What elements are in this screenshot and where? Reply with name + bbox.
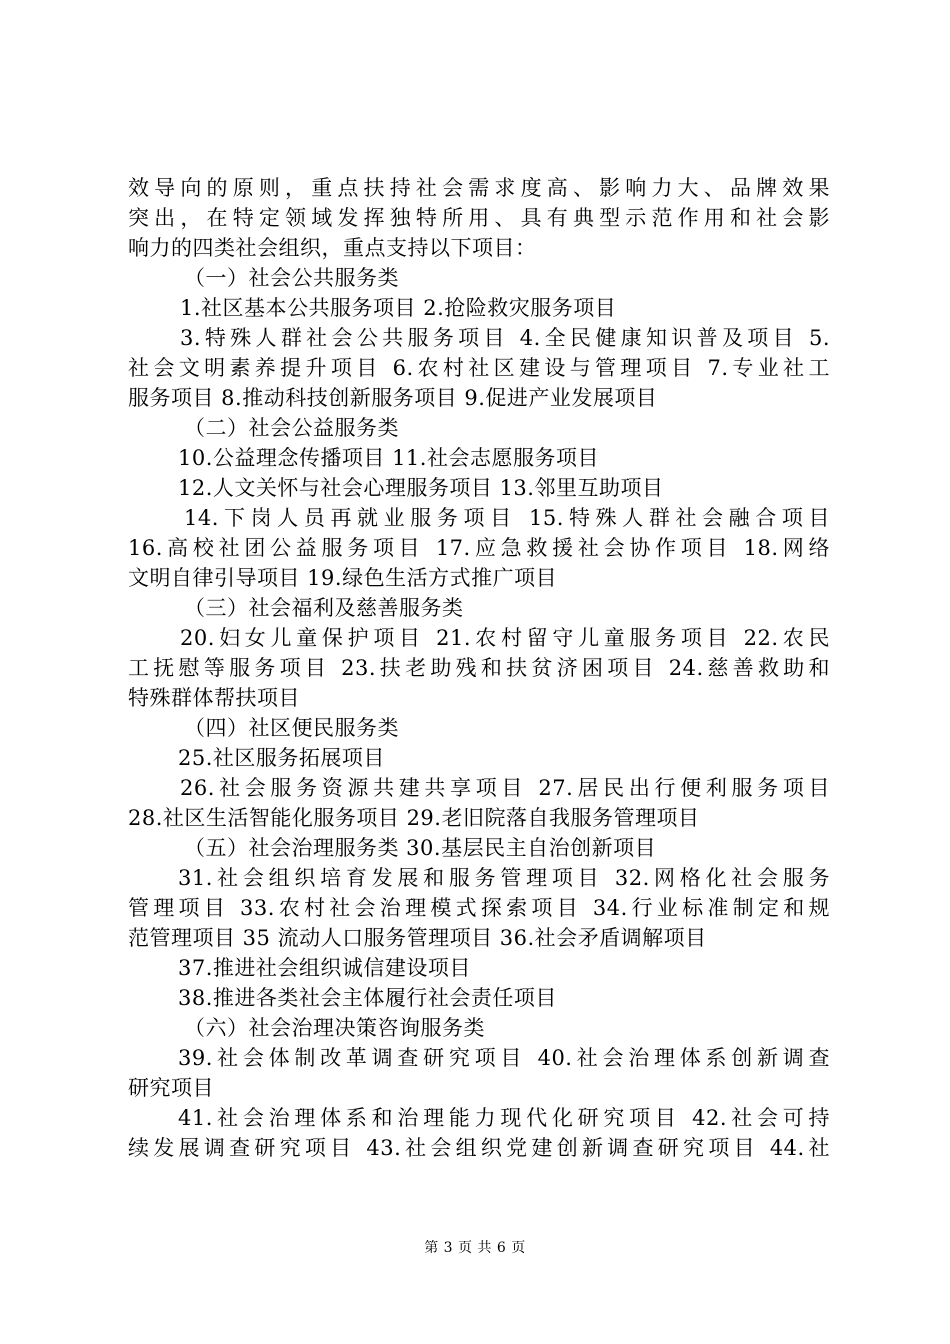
text-line: 26.社会服务资源共建共享项目 27.居民出行便利服务项目 <box>180 776 830 800</box>
text-line: 效导向的原则，重点扶持社会需求度高、影响力大、品牌效果 <box>128 176 830 200</box>
text-line: 研究项目 <box>128 1076 214 1100</box>
text-line: 特殊群体帮扶项目 <box>128 686 300 710</box>
text-line: 16.高校社团公益服务项目 17.应急救援社会协作项目 18.网络 <box>128 536 830 560</box>
section-heading: （一）社会公共服务类 <box>184 266 399 290</box>
text-line: 范管理项目 35 流动人口服务管理项目 36.社会矛盾调解项目 <box>128 926 707 950</box>
text-line: 28.社区生活智能化服务项目 29.老旧院落自我服务管理项目 <box>128 806 700 830</box>
text-line: 管理项目 33.农村社会治理模式探索项目 34.行业标准制定和规 <box>128 896 830 920</box>
text-line: 10.公益理念传播项目 11.社会志愿服务项目 <box>178 446 599 470</box>
section-heading: （五）社会治理服务类 30.基层民主自治创新项目 <box>184 836 657 860</box>
text-line: 25.社区服务拓展项目 <box>178 746 385 770</box>
section-heading: （六）社会治理决策咨询服务类 <box>184 1016 485 1040</box>
text-line: 14.下岗人员再就业服务项目 15.特殊人群社会融合项目 <box>184 506 830 530</box>
section-heading: （四）社区便民服务类 <box>184 716 399 740</box>
text-line: 社会文明素养提升项目 6.农村社区建设与管理项目 7.专业社工 <box>128 356 830 380</box>
text-line: 续发展调查研究项目 43.社会组织党建创新调查研究项目 44.社 <box>128 1136 830 1160</box>
page-number-footer: 第 3 页 共 6 页 <box>424 1240 526 1256</box>
text-line: 服务项目 8.推动科技创新服务项目 9.促进产业发展项目 <box>128 386 658 410</box>
text-line: 文明自律引导项目 19.绿色生活方式推广项目 <box>128 566 558 590</box>
section-heading: （二）社会公益服务类 <box>184 416 399 440</box>
text-line: 3.特殊人群社会公共服务项目 4.全民健康知识普及项目 5. <box>180 326 830 350</box>
section-heading: （三）社会福利及慈善服务类 <box>184 596 464 620</box>
text-line: 20.妇女儿童保护项目 21.农村留守儿童服务项目 22.农民 <box>180 626 830 650</box>
text-line: 37.推进社会组织诚信建设项目 <box>178 956 471 980</box>
text-line: 1.社区基本公共服务项目 2.抢险救灾服务项目 <box>180 296 617 320</box>
text-line: 突出，在特定领域发挥独特所用、具有典型示范作用和社会影 <box>128 206 830 230</box>
text-line: 31.社会组织培育发展和服务管理项目 32.网格化社会服务 <box>178 866 830 890</box>
text-line: 41.社会治理体系和治理能力现代化研究项目 42.社会可持 <box>178 1106 830 1130</box>
text-line: 工抚慰等服务项目 23.扶老助残和扶贫济困项目 24.慈善救助和 <box>128 656 830 680</box>
text-line: 39.社会体制改革调查研究项目 40.社会治理体系创新调查 <box>178 1046 830 1070</box>
text-line: 响力的四类社会组织，重点支持以下项目： <box>128 236 537 260</box>
document-body <box>128 173 830 1163</box>
text-line: 38.推进各类社会主体履行社会责任项目 <box>178 986 557 1010</box>
text-line: 12.人文关怀与社会心理服务项目 13.邻里互助项目 <box>178 476 664 500</box>
